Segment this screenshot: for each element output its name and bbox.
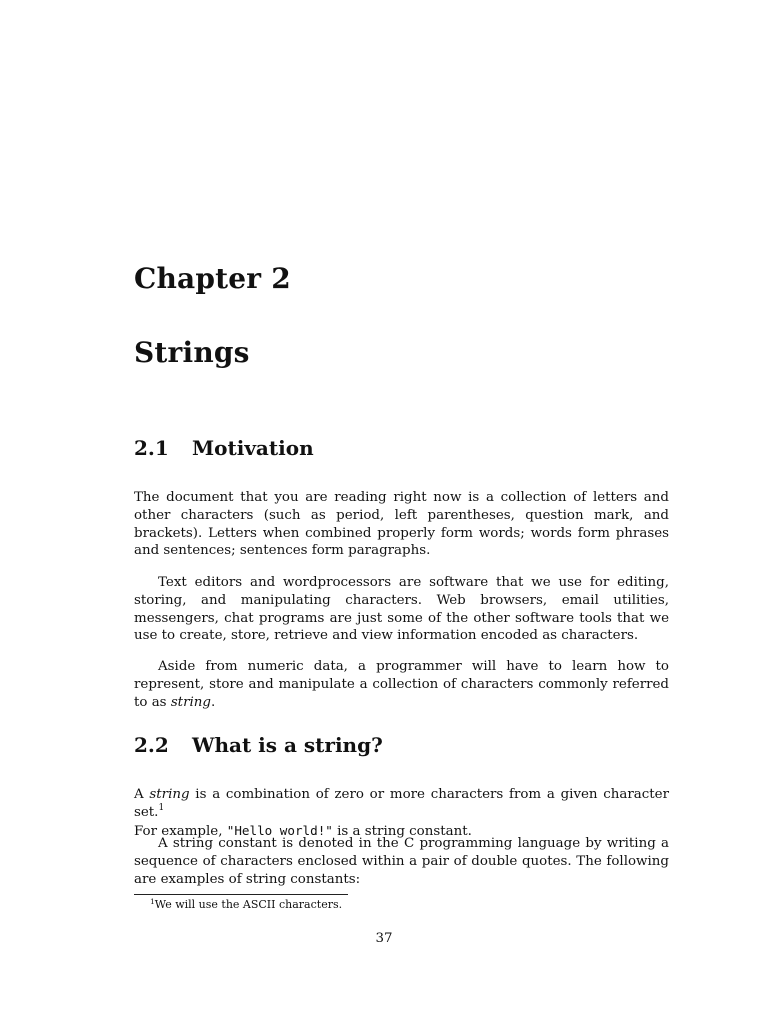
footnote	[150, 898, 342, 912]
paragraph-text: is a string constant.	[332, 823, 472, 839]
section-number: 2.2	[134, 733, 169, 757]
paragraph: A string constant is denoted in the C programming language by writing a sequence of characters enclosed within a pair of double quotes. The following are examples of string constants:	[134, 836, 669, 887]
footnote-mark: 1	[150, 897, 155, 906]
page-number: 37	[375, 931, 393, 946]
chapter-title: Strings	[134, 336, 250, 369]
paragraph-text: Aside from numeric data, a programmer will have to learn how to represent, store and manipulate a collection of characters commonly referred to as	[134, 659, 669, 710]
paragraph: The document that you are reading right now is a collection of letters and other characters (such as period, left parentheses, question mark, and brackets). Letters when combined properly form words; words form phrases and sentences; sentences form paragraphs.	[134, 490, 669, 559]
section-title: Motivation	[192, 436, 314, 460]
section-number: 2.1	[134, 436, 169, 460]
paragraph-text-end: .	[210, 694, 216, 710]
emphasized-term: string	[170, 694, 211, 710]
section-title: What is a string?	[192, 733, 383, 757]
emphasized-term: string	[149, 787, 190, 802]
paragraph-text: For example,	[134, 823, 227, 839]
section-heading-motivation	[134, 436, 314, 460]
paragraph-text: is a combination of zero or more characters from a given character set.	[134, 787, 669, 820]
paragraph	[134, 786, 669, 840]
paragraph-text: A	[134, 787, 150, 802]
footnote-text: We will use the ASCII characters.	[154, 898, 343, 911]
section-heading-what-is-a-string	[134, 733, 383, 757]
paragraph	[134, 658, 669, 711]
paragraph: Text editors and wordprocessors are software that we use for editing, storing, and manipulating characters. Web browsers, email utilities, messengers, chat programs are just some of the other software tools that we use to create, store, retrieve and view information encoded as characters.	[134, 575, 669, 644]
inline-code: "Hello world!"	[226, 822, 333, 838]
chapter-label: Chapter 2	[134, 262, 291, 295]
footnote-divider	[134, 894, 348, 895]
footnote-reference[interactable]: 1	[158, 802, 165, 813]
